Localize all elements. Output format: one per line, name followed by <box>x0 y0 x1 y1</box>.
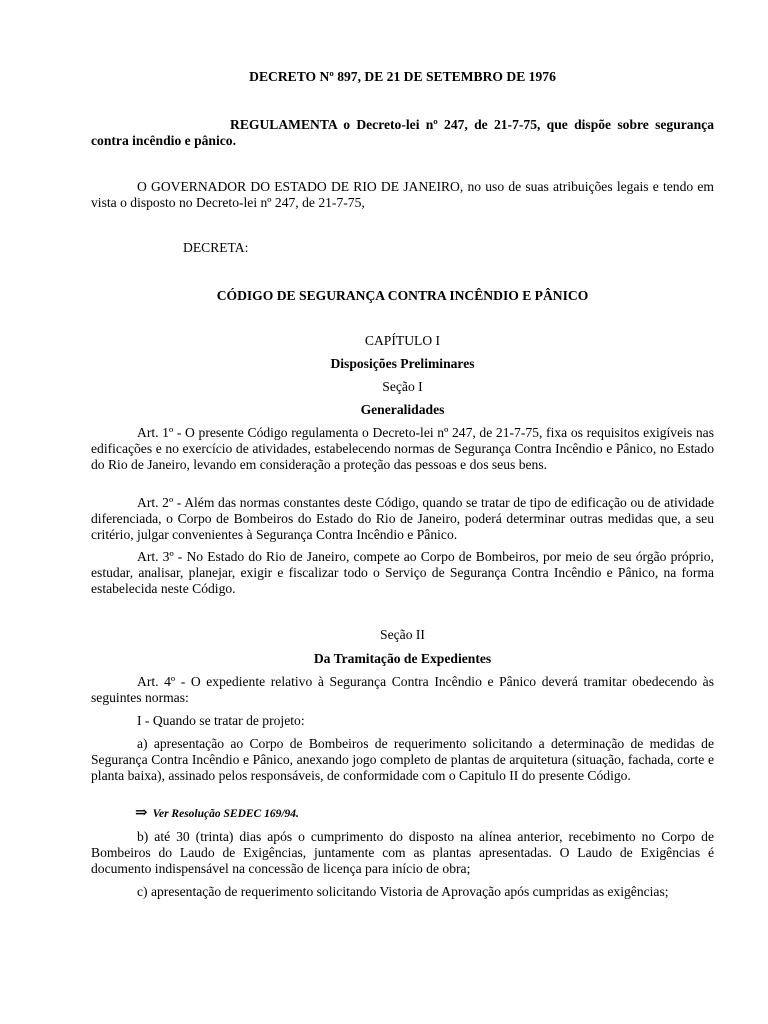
section-2-title: Da Tramitação de Expedientes <box>313 651 492 666</box>
decree-title: DECRETO Nº 897, DE 21 DE SETEMBRO DE 1976 <box>249 69 556 84</box>
item-I: I - Quando se tratar de projeto: <box>137 713 305 728</box>
section-1-label: Seção I <box>382 379 423 394</box>
article-3: Art. 3º - No Estado do Rio de Janeiro, compete ao Corpo de Bombeiros, por meio de seu órgão próprio, estudar, analisar, planejar, exigir e fiscalizar todo o Serviço de Segurança Contra Incêndio e Pânico, na forma estabelecida neste Código. <box>91 549 714 596</box>
subitem-c: c) apresentação de requerimento solicitando Vistoria de Aprovação após cumpridas as exigências; <box>137 884 669 899</box>
decree-ementa: REGULAMENTA o Decreto-lei nº 247, de 21-7-75, que dispõe sobre segurança contra incêndio e pânico. <box>91 117 714 148</box>
section-2-label: Seção II <box>380 627 425 642</box>
article-4: Art. 4º - O expediente relativo à Segurança Contra Incêndio e Pânico deverá tramitar obedecendo às seguintes normas: <box>91 674 714 705</box>
preamble-text: O GOVERNADOR DO ESTADO DE RIO DE JANEIRO, no uso de suas atribuições legais e tendo em vista o disposto no Decreto-lei nº 247, de 21-7-75, <box>91 179 714 210</box>
resolution-reference-text: Ver Resolução SEDEC 169/94. <box>152 808 299 820</box>
article-1: Art. 1º - O presente Código regulamenta o Decreto-lei nº 247, de 21-7-75, fixa os requisitos exigíveis nas edificações e no exercício de atividades, estabelecendo normas de Segurança Contra Incêndio e Pânico, no Estado do Rio de Janeiro, levando em consideração a proteção das pessoas e dos seus bens. <box>91 425 714 472</box>
subitem-a: a) apresentação ao Corpo de Bombeiros de requerimento solicitando a determinação de medidas de Segurança Contra Incêndio e Pânico, anexando jogo completo de plantas de arquitetura (situação, fachada, corte e planta baixa), assinado pelos responsáveis, de conformidade com o Capitulo II do presente Código. <box>91 736 714 783</box>
article-2: Art. 2º - Além das normas constantes deste Código, quando se tratar de tipo de edificação ou de atividade diferenciada, o Corpo de Bombeiros do Estado do Rio de Janeiro, poderá determinar outras medidas que, a seu critério, julgar convenientes à Segurança Contra Incêndio e Pânico. <box>91 495 714 542</box>
chapter-title: Disposições Preliminares <box>330 356 475 371</box>
chapter-label: CAPÍTULO I <box>364 333 441 348</box>
code-title: CÓDIGO DE SEGURANÇA CONTRA INCÊNDIO E PÂNICO <box>216 288 589 303</box>
subitem-b: b) até 30 (trinta) dias após o cumprimento do disposto na alínea anterior, recebimento no Corpo de Bombeiros do Laudo de Exigências, juntamente com as plantas apresentadas. O Laudo de Exigências é documento indispensável na concessão de licença para início de obra; <box>91 829 714 876</box>
decreta-label: DECRETA: <box>183 240 249 255</box>
section-1-title: Generalidades <box>360 402 445 417</box>
arrow-right-icon: ⇒ <box>135 805 148 821</box>
resolution-reference[interactable] <box>135 806 299 823</box>
